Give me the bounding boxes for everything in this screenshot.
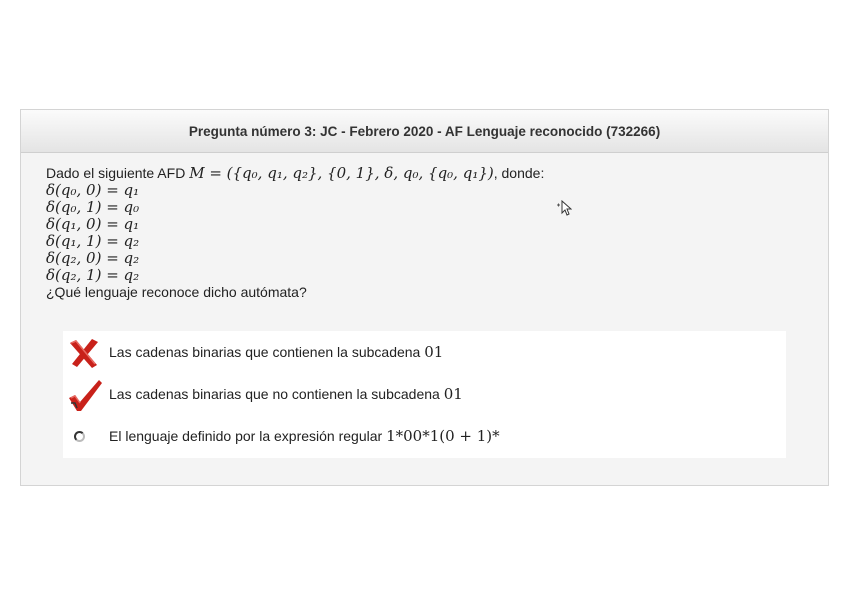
transition-3: δ(q₁, 1) = q₂ [46, 232, 140, 250]
question-title: Pregunta número 3: JC - Febrero 2020 - AF Lenguaje reconocido (732266) [188, 123, 661, 139]
question-header [21, 110, 828, 153]
answer-option-2[interactable] [63, 374, 786, 414]
intro-text: Dado el siguiente AFD [46, 165, 186, 181]
question-prompt: ¿Qué lenguaje reconoce dicho autómata? [46, 284, 307, 300]
move-cursor-icon [556, 200, 572, 223]
intro-suffix: , donde: [493, 165, 545, 181]
answer-option-2-text: Las cadenas binarias que no contienen la subcadena [109, 386, 440, 402]
answer-option-3-math: 1*00*1(0 + 1)* [386, 427, 500, 445]
answer-option-3[interactable] [63, 416, 786, 456]
answer-option-2-math: 01 [443, 385, 463, 403]
answer-option-3-label [109, 427, 500, 445]
transition-2: δ(q₁, 0) = q₁ [46, 215, 140, 233]
answer-option-1[interactable] [63, 332, 786, 372]
transition-4: δ(q₂, 0) = q₂ [46, 249, 140, 267]
question-body [46, 165, 544, 301]
transition-0: δ(q₀, 0) = q₁ [46, 181, 140, 199]
answer-option-1-math: 01 [424, 343, 444, 361]
transition-5: δ(q₂, 1) = q₂ [46, 266, 140, 284]
transition-1: δ(q₀, 1) = q₀ [46, 198, 140, 216]
answer-list [63, 331, 786, 458]
answer-option-2-label [109, 385, 463, 403]
red-x-icon [63, 332, 109, 372]
answer-option-3-radio[interactable] [74, 431, 85, 442]
answer-option-1-text: Las cadenas binarias que contienen la subcadena [109, 344, 421, 360]
question-panel [20, 109, 829, 486]
answer-option-3-text: El lenguaje definido por la expresión regular [109, 428, 383, 444]
question-intro [46, 165, 544, 182]
answer-option-1-label [109, 343, 443, 361]
radio-icon[interactable] [63, 416, 109, 456]
red-check-icon [63, 374, 109, 414]
afd-definition: M = ({q₀, q₁, q₂}, {0, 1}, δ, q₀, {q₀, q₁}) [189, 164, 494, 182]
